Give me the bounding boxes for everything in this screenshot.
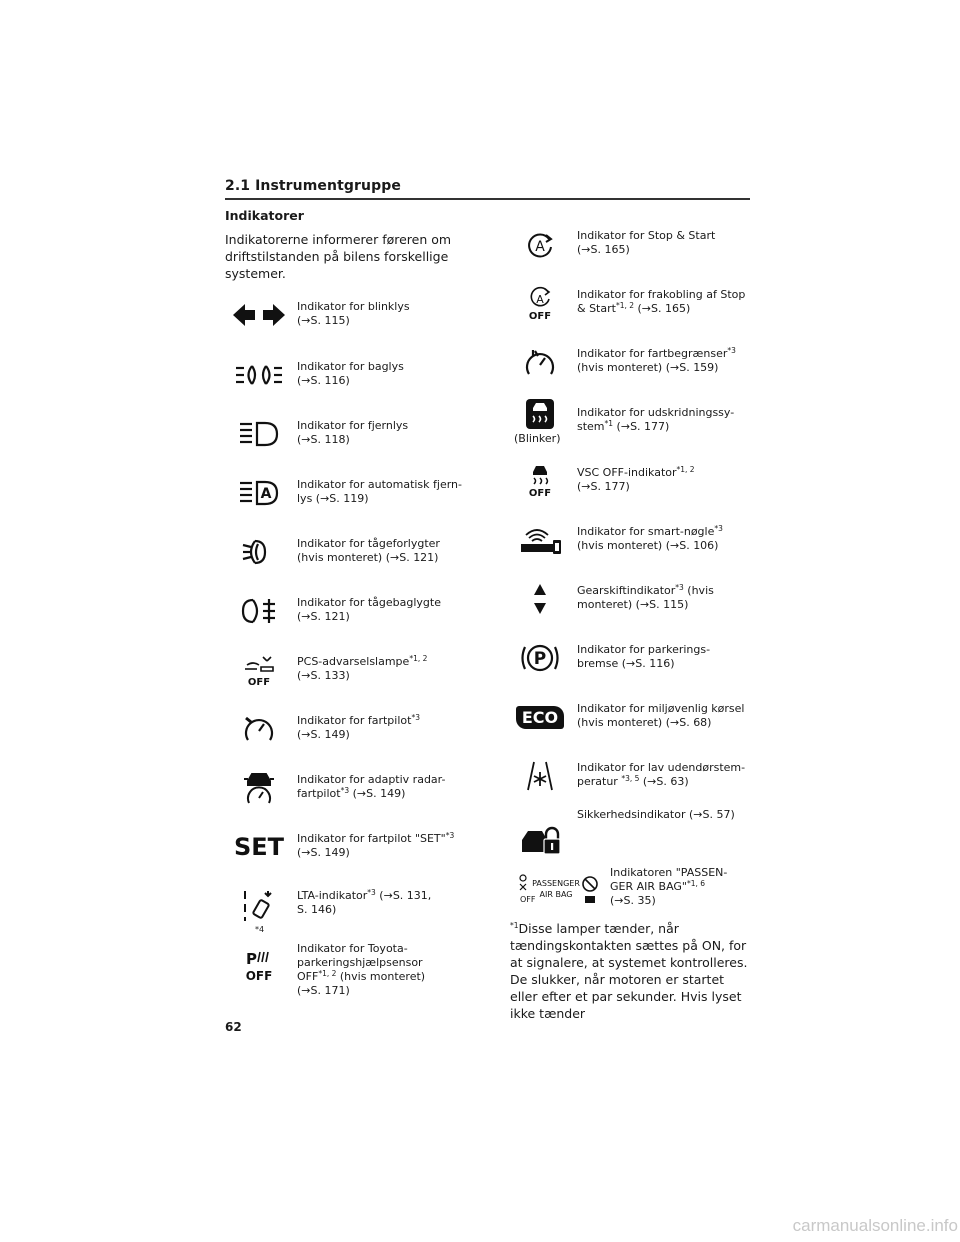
- radar-cruise-icon: [229, 763, 289, 813]
- footnote-mark: *1: [510, 921, 519, 930]
- security-icon: [510, 816, 570, 866]
- stop-start-off-icon: [510, 279, 570, 329]
- left-indicator-list: [225, 290, 485, 1010]
- indicator-label: Indikator for udskridningssy- stem$^{*1}$ (→S. 177): [577, 406, 735, 433]
- parking-brake-icon: [510, 633, 570, 683]
- passenger-label: PASSENGER: [532, 879, 580, 888]
- indicator-label: Indikator for blinklys (→S. 115): [297, 300, 410, 327]
- indicator-label: Sikkerhedsindikator (→S. 57): [577, 808, 735, 821]
- indicator-label: Indikator for miljøvenlig kørsel (hvis monteret) (→S. 68): [577, 702, 745, 729]
- indicator-label: Indikator for fartpilot$^{*3}$ (→S. 149): [297, 713, 420, 741]
- vsc-off-icon: [510, 456, 570, 506]
- gear-shift-icon: [510, 574, 570, 624]
- lta-icon: [229, 883, 289, 927]
- pcs-off-icon: [229, 645, 289, 695]
- cruise-control-icon: [229, 704, 289, 754]
- svg-text:A: A: [535, 239, 545, 255]
- indicator-label: Indikator for Toyota- parkeringshjælpsensor OFF$^{*1, 2}$ (hvis monteret) (→S. 171): [297, 942, 426, 997]
- indicator-label: Indikatoren "PASSEN- GER AIR BAG"$^{*1, 6}$ (→S. 35): [610, 866, 728, 907]
- indicator-label: PCS-advarselslampe$^{*1, 2}$ (→S. 133): [297, 654, 428, 682]
- parking-brake-letter: P: [533, 649, 547, 669]
- set-icon-text: SET: [233, 833, 285, 861]
- indicator-label: Indikator for baglys (→S. 116): [297, 360, 404, 387]
- passenger-airbag-icon: [512, 864, 602, 914]
- intro-text: Indikatorerne informerer føreren om driftstilstanden på bilens forskellige systemer.: [225, 232, 452, 281]
- blinker-note: (Blinker): [514, 432, 561, 445]
- page-number: 62: [225, 1020, 242, 1034]
- svg-text:A: A: [536, 293, 544, 306]
- indicator-label: Indikator for fartpilot "SET"$^{*3}$ (→S. 149): [297, 831, 455, 859]
- svg-text:A: A: [260, 486, 272, 502]
- eco-badge-text: ECO: [516, 706, 564, 729]
- left-column: [225, 208, 475, 302]
- airbag-label: AIR BAG: [539, 890, 573, 899]
- set-icon: [229, 822, 289, 872]
- indicator-label: VSC OFF-indikator$^{*1, 2}$ (→S. 177): [577, 465, 695, 493]
- indicator-label: Indikator for adaptiv radar- fartpilot$^{*3}$ (→S. 149): [297, 773, 446, 800]
- indicators-heading: Indikatorer: [225, 208, 304, 223]
- indicator-label: LTA-indikator$^{*3}$ (→S. 131, S. 146): [297, 888, 432, 916]
- indicator-label: Indikator for fartbegrænser$^{*3}$ (hvis monteret) (→S. 159): [577, 346, 736, 374]
- auto-high-beam-icon: [229, 468, 289, 518]
- svg-text:OFF: OFF: [245, 969, 273, 983]
- off-label: OFF: [528, 488, 552, 499]
- off-label: OFF: [528, 311, 552, 322]
- section-title: 2.1 Instrumentgruppe: [225, 178, 401, 194]
- indicator-label: Indikator for tågeforlygter (hvis monteret) (→S. 121): [297, 537, 440, 564]
- smart-key-icon: [510, 515, 570, 565]
- skid-indicator-icon: [510, 396, 570, 432]
- footnote-text: Disse lamper tænder, når tændingskontakten sættes på ON, for at signalere, at systemet kontrolleres. De slukker, når motoren er startet eller efter et par sekunder. Hvis lyset ikke tænder: [510, 921, 748, 1021]
- tail-light-icon: [229, 350, 289, 400]
- indicator-label: Indikator for frakobling af Stop & Start$^{*1, 2}$ (→S. 165): [577, 288, 746, 315]
- indicator-label: Indikator for parkerings- bremse (→S. 116): [577, 643, 711, 670]
- svg-text:OFF: OFF: [247, 677, 271, 687]
- lta-footnote-mark: *4: [255, 925, 265, 934]
- indicator-label: Indikator for automatisk fjern- lys (→S. 119): [297, 478, 462, 505]
- high-beam-icon: [229, 409, 289, 459]
- header-rule: [225, 198, 750, 200]
- right-indicator-list: [510, 220, 760, 920]
- airbag-off-label: OFF: [520, 895, 536, 904]
- indicator-label: Indikator for lav udendørstem- peratur $^{*3, 5}$ (→S. 63): [577, 761, 746, 788]
- turn-signal-icon: [229, 290, 289, 340]
- front-fog-icon: [229, 527, 289, 577]
- svg-text:P: P: [246, 950, 257, 968]
- indicator-label: Gearskiftindikator$^{*3}$ (hvis monteret) (→S. 115): [577, 583, 714, 611]
- rear-fog-icon: [229, 586, 289, 636]
- indicator-label: Indikator for Stop & Start (→S. 165): [577, 229, 716, 256]
- parking-sensor-off-icon: [229, 946, 289, 986]
- section-header: [225, 178, 750, 200]
- watermark: carmanualsonline.info: [792, 1216, 958, 1235]
- indicator-label: Indikator for tågebaglygte (→S. 121): [297, 596, 441, 623]
- footnote: [510, 920, 755, 1022]
- eco-icon: [510, 692, 570, 742]
- stop-start-icon: [510, 220, 570, 270]
- speed-limiter-icon: [510, 338, 570, 388]
- indicator-label: Indikator for fjernlys (→S. 118): [297, 419, 409, 446]
- indicator-label: Indikator for smart-nøgle$^{*3}$ (hvis monteret) (→S. 106): [577, 524, 723, 552]
- low-temp-icon: [510, 751, 570, 801]
